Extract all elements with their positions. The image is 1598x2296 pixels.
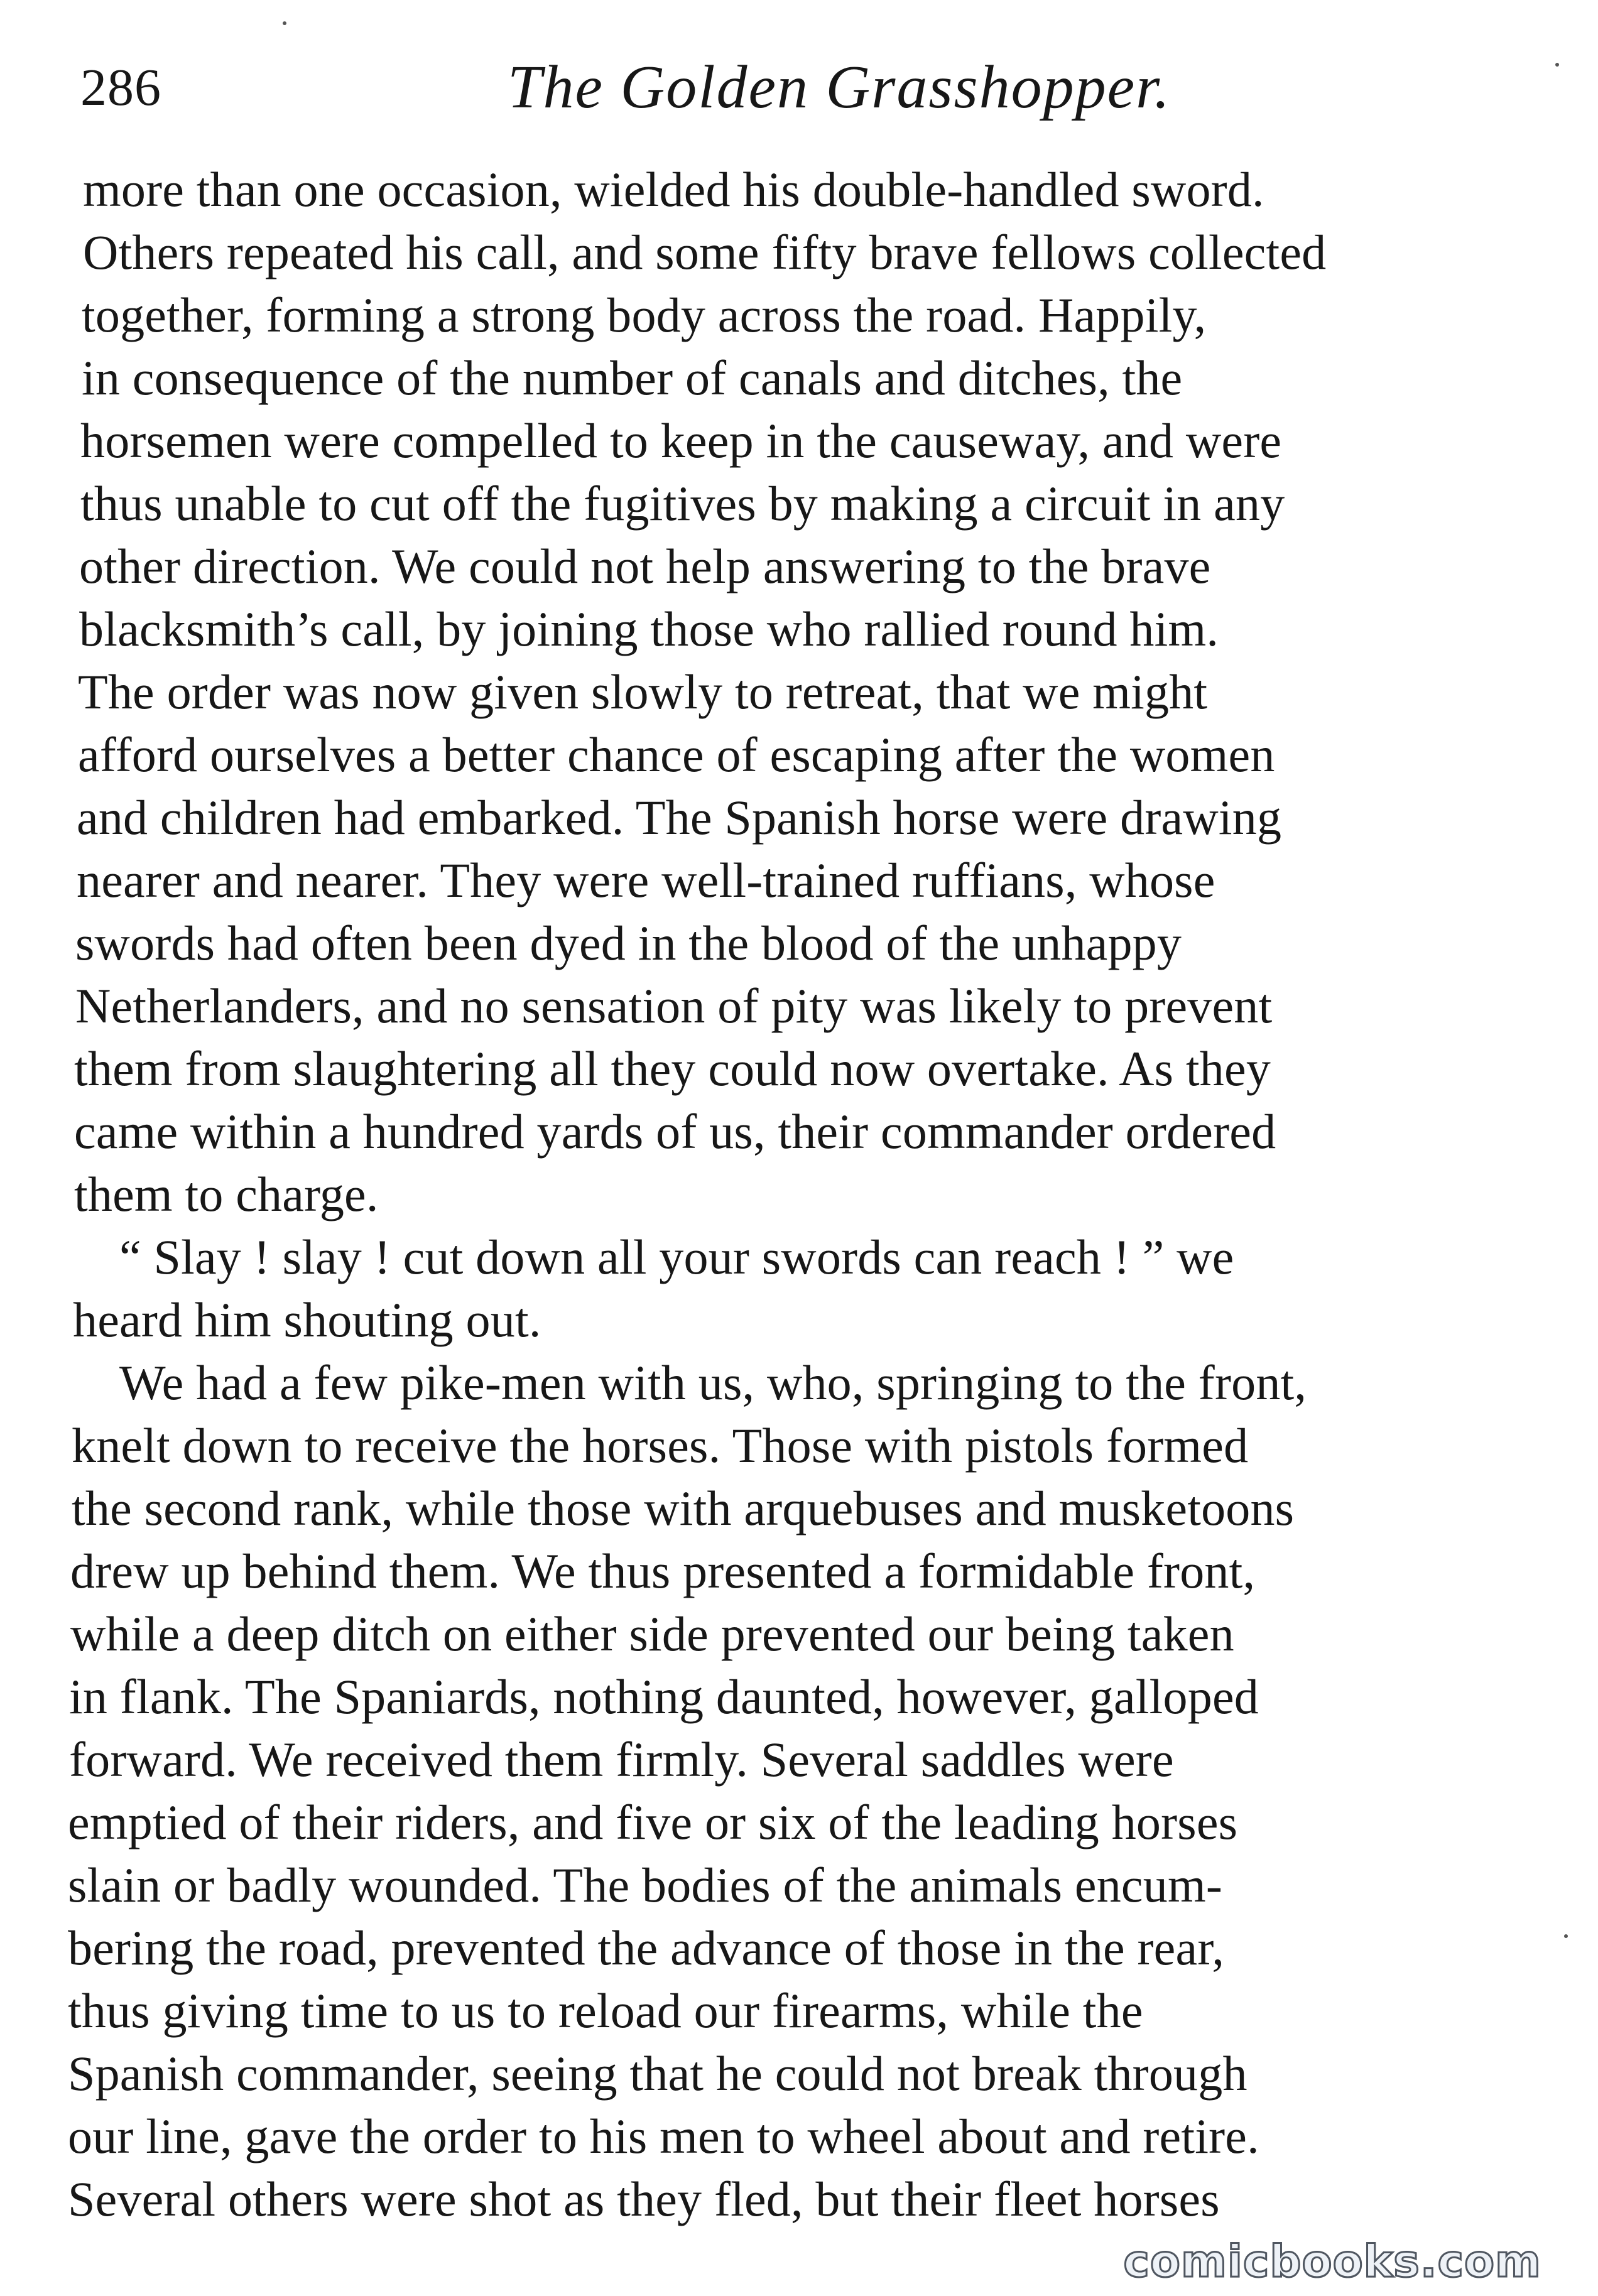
text-line: in flank. The Spaniards, nothing daunted, however, galloped [69, 1669, 1259, 1724]
page-number: 286 [80, 58, 161, 117]
text-line: thus giving time to us to reload our firearms, while the [68, 1983, 1143, 2038]
text-line: and children had embarked. The Spanish horse were drawing [77, 790, 1282, 845]
print-speck [1564, 1934, 1568, 1938]
print-speck [1555, 63, 1559, 67]
text-line: bering the road, prevented the advance of those in the rear, [68, 1920, 1225, 1975]
text-line: Several others were shot as they fled, but their fleet horses [68, 2172, 1220, 2226]
text-line: “ Slay ! slay ! cut down all your swords can reach ! ” we [119, 1230, 1234, 1284]
text-line: in consequence of the number of canals and ditches, the [82, 350, 1183, 405]
text-line: heard him shouting out. [73, 1292, 541, 1347]
book-title: The Golden Grasshopper. [508, 53, 1171, 121]
text-line: nearer and nearer. They were well-trained ruffians, whose [77, 853, 1215, 907]
running-head [80, 51, 1531, 139]
body-text [68, 158, 1550, 2250]
text-line: other direction. We could not help answering to the brave [79, 539, 1211, 593]
text-line: while a deep ditch on either side prevented our being taken [70, 1606, 1234, 1661]
text-line: Netherlanders, and no sensation of pity was likely to prevent [75, 978, 1273, 1033]
text-line: Others repeated his call, and some fifty brave fellows collected [83, 225, 1327, 279]
text-line: forward. We received them firmly. Several saddles were [69, 1732, 1174, 1787]
text-line: the second rank, while those with arquebuses and musketoons [72, 1481, 1295, 1535]
text-line: emptied of their riders, and five or six of the leading horses [68, 1795, 1238, 1849]
text-line: them from slaughtering all they could now overtake. As they [74, 1041, 1271, 1096]
text-line: slain or badly wounded. The bodies of the animals encum- [68, 1858, 1222, 1912]
text-line: together, forming a strong body across the road. Happily, [82, 288, 1207, 342]
text-line: our line, gave the order to his men to wheel about and retire. [68, 2109, 1259, 2163]
print-speck [283, 21, 286, 25]
text-line: The order was now given slowly to retreat, that we might [78, 664, 1208, 719]
text-line: swords had often been dyed in the blood of the unhappy [75, 916, 1182, 970]
text-line: Spanish commander, seeing that he could not break through [68, 2046, 1247, 2101]
text-line: We had a few pike-men with us, who, springing to the front, [119, 1355, 1307, 1410]
text-line: thus unable to cut off the fugitives by making a circuit in any [80, 476, 1285, 531]
text-line: horsemen were compelled to keep in the causeway, and were [80, 413, 1282, 468]
text-line: afford ourselves a better chance of escaping after the women [78, 727, 1275, 782]
text-line: them to charge. [74, 1167, 379, 1221]
watermark: comicbooks.com [1123, 2236, 1541, 2287]
text-line: came within a hundred yards of us, their commander ordered [74, 1104, 1276, 1159]
text-line: more than one occasion, wielded his double-handled sword. [83, 162, 1264, 217]
text-line: knelt down to receive the horses. Those with pistols formed [72, 1418, 1249, 1473]
text-line: drew up behind them. We thus presented a formidable front, [70, 1544, 1256, 1598]
text-line: blacksmith’s call, by joining those who rallied round him. [79, 602, 1219, 656]
